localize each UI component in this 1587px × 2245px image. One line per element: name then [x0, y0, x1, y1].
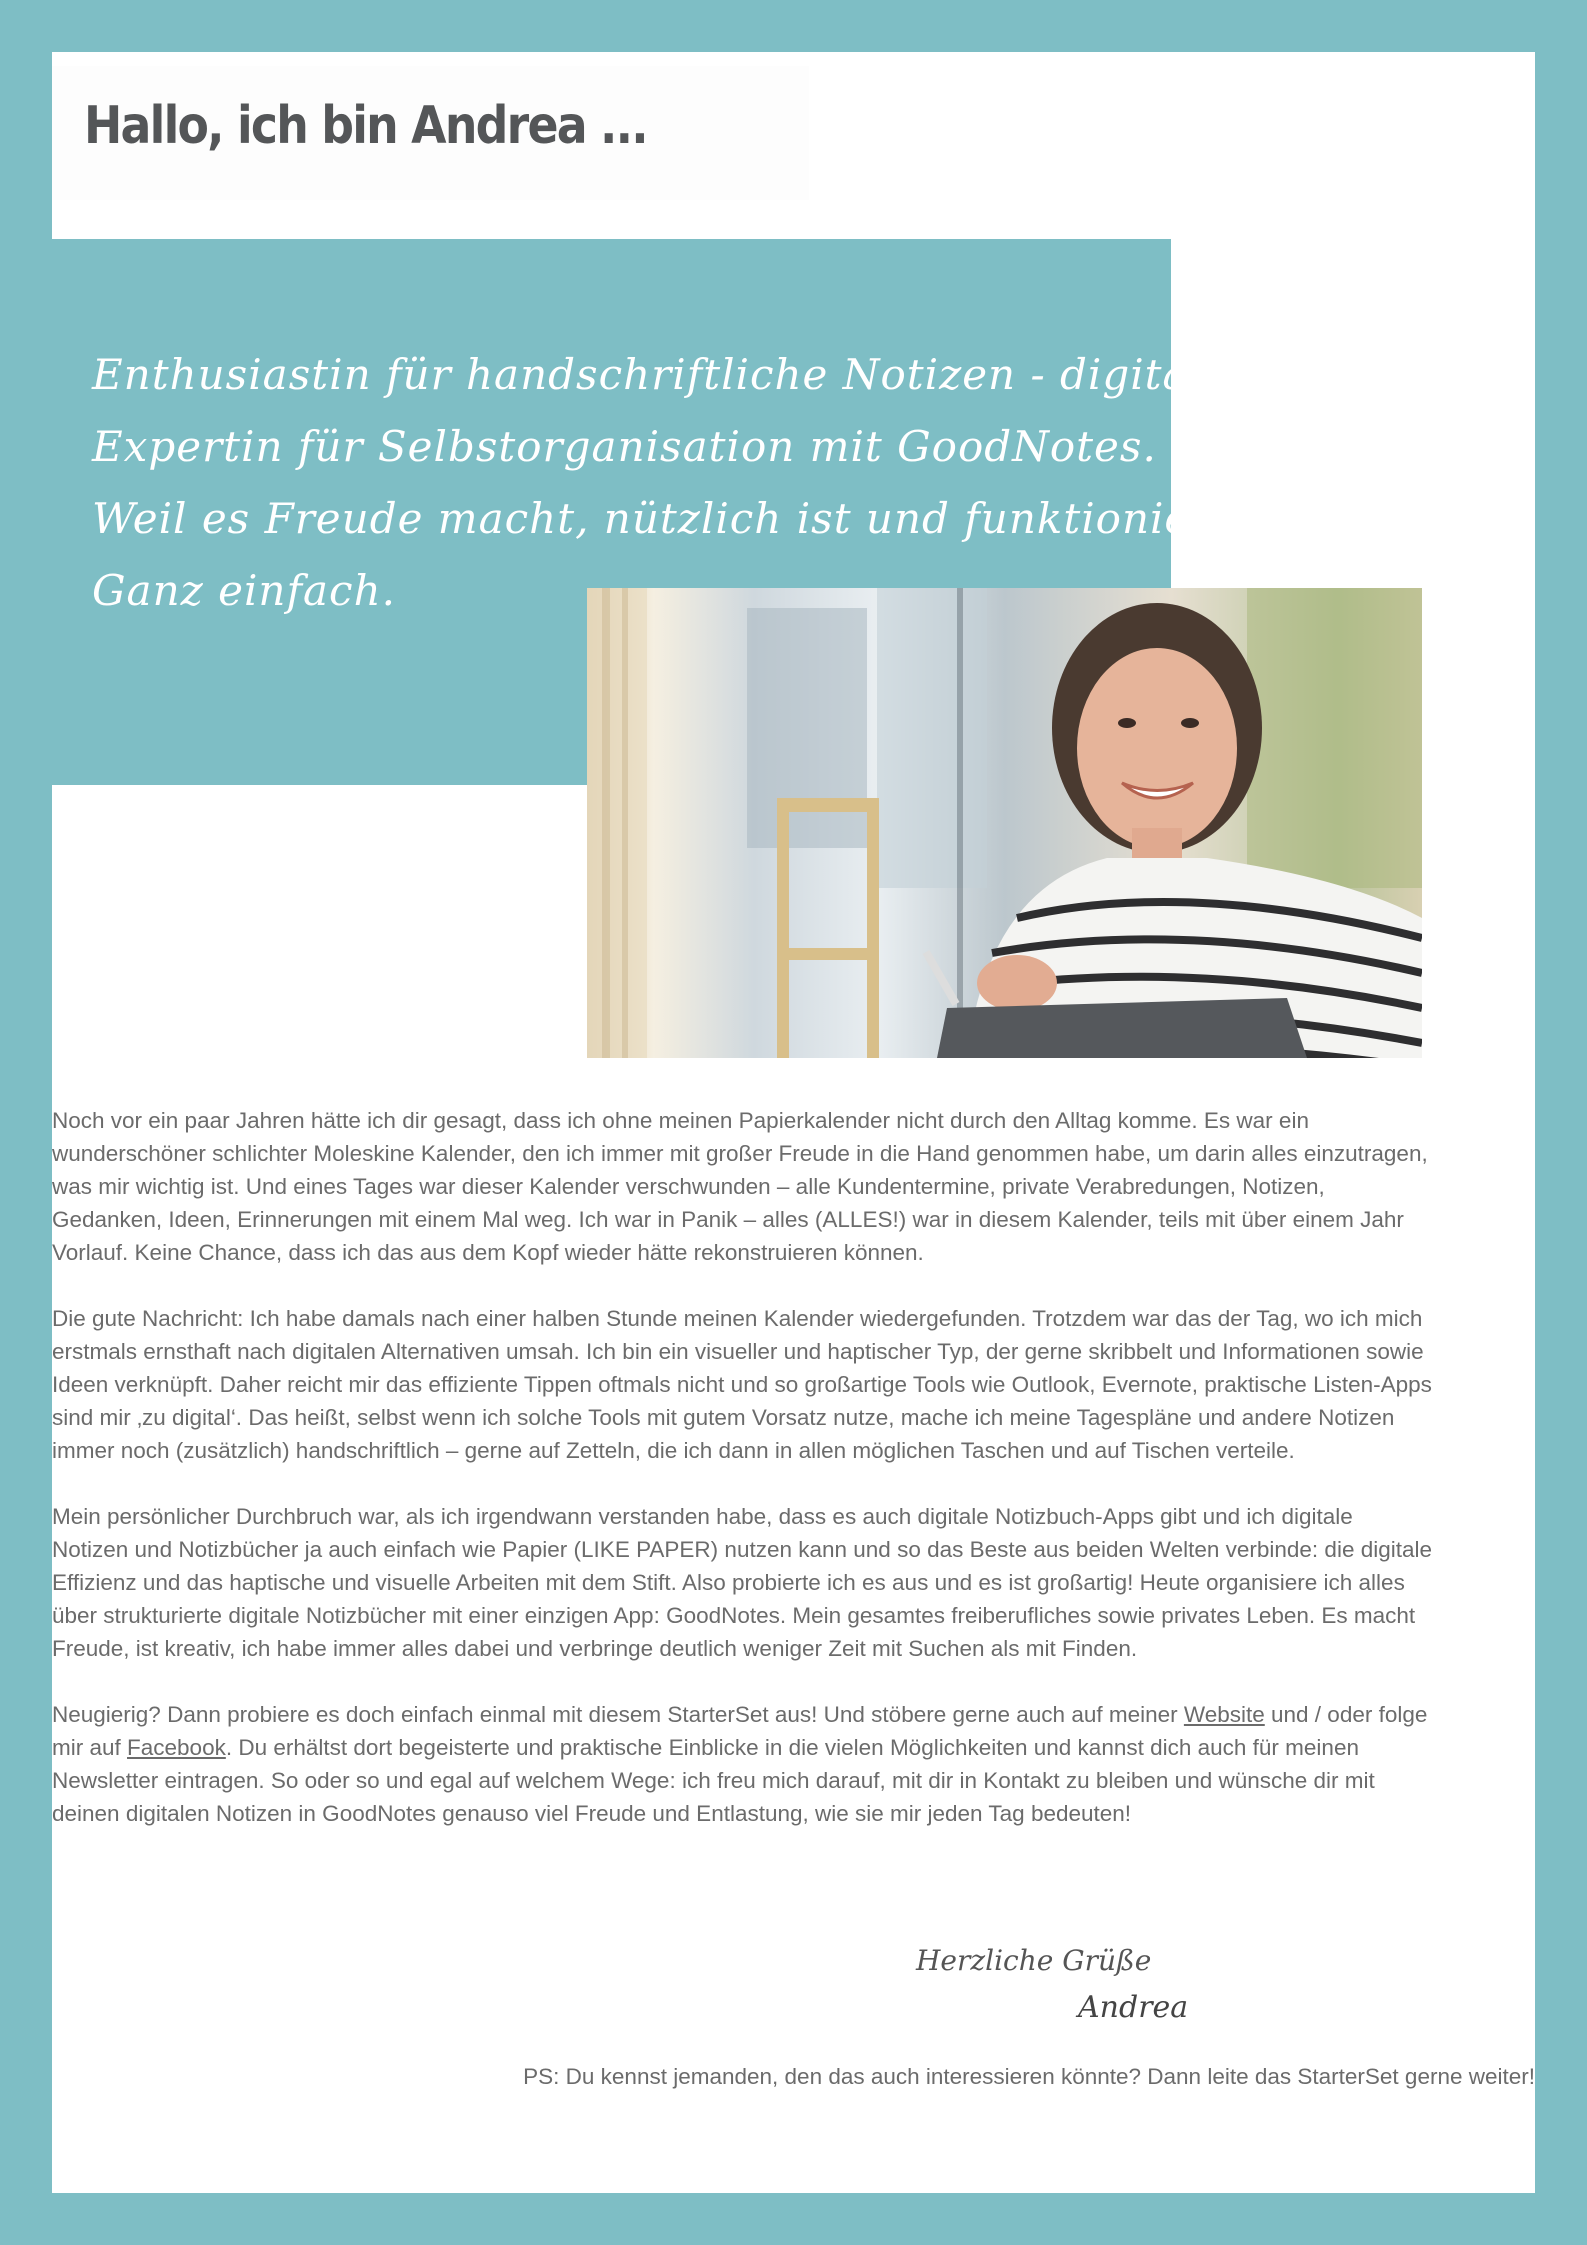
tagline-line-2: Expertin für Selbstorganisation mit GoodNotes. [92, 422, 1157, 471]
portrait-illustration [587, 588, 1422, 1058]
postscript: PS: Du kennst jemanden, den das auch interessieren könnte? Dann leite das StarterSet gerne weiter! [523, 2064, 1535, 2089]
page-title: Hallo, ich bin Andrea ... [84, 96, 647, 156]
closing-greeting: Herzliche Grüße [916, 1944, 1152, 1977]
website-link[interactable]: Website [1183, 1702, 1265, 1727]
body-text [52, 1104, 1432, 1863]
paragraph-2: Die gute Nachricht: Ich habe damals nach einer halben Stunde meinen Kalender wiedergefunden. Trotzdem war das der Tag, wo ich mich erstmals ernsthaft nach digitalen Alternativen umsah. Ich bin ein visueller und haptischer Typ, der gerne skribbelt und Informationen sowie Ideen verknüpft. Daher reicht mir das effiziente Tippen oftmals nicht und so großartige Tools wie Outlook, Evernote, praktische Listen-Apps sind mir ‚zu digital‘. Das heißt, selbst wenn ich solche Tools mit gutem Vorsatz nutze, mache ich meine Tagespläne und andere Notizen immer noch (zusätzlich) handschriftlich – gerne auf Zetteln, die ich dann in allen möglichen Taschen und auf Tischen verteile. [52, 1306, 1432, 1463]
paragraph-4 [52, 1698, 1432, 1830]
facebook-link[interactable]: Facebook [127, 1735, 226, 1760]
paragraph-4-end: . Du erhältst dort begeisterte und praktische Einblicke in die vielen Möglichkeiten und kannst dich auch für meinen Newsletter eintragen. So oder so und egal auf welchem Wege: ich freu mich darauf, mit dir in Kontakt zu bleiben und wünsche dir mit deinen digitalen Notizen in GoodNotes genauso viel Freude und Entlastung, wie sie mir jeden Tag bedeuten! [52, 1735, 1375, 1826]
portrait-photo [587, 588, 1422, 1058]
paragraph-4-start: Neugierig? Dann probiere es doch einfach einmal mit diesem StarterSet aus! Und stöbere gerne auch auf meiner [52, 1702, 1184, 1727]
tagline [92, 339, 1244, 627]
paragraph-4-mid: und / oder folge mir auf [52, 1702, 1428, 1760]
tagline-line-1: Enthusiastin für handschriftliche Notizen - digital! [92, 350, 1221, 399]
tagline-line-4: Ganz einfach. [92, 566, 396, 615]
paragraph-3: Mein persönlicher Durchbruch war, als ich irgendwann verstanden habe, dass es auch digitale Notizbuch-Apps gibt und ich digitale Notizen und Notizbücher ja auch einfach wie Papier (LIKE PAPER) nutzen kann und so das Beste aus beiden Welten verbinde: die digitale Effizienz und das haptische und visuelle Arbeiten mit dem Stift. Also probierte ich es aus und es ist großartig! Heute organisiere ich alles über strukturierte digitale Notizbücher mit einer einzigen App: GoodNotes. Mein gesamtes freiberufliches sowie privates Leben. Es macht Freude, ist kreativ, ich habe immer alles dabei und verbringe deutlich weniger Zeit mit Suchen als mit Finden. [52, 1504, 1433, 1661]
paragraph-1: Noch vor ein paar Jahren hätte ich dir gesagt, dass ich ohne meinen Papierkalender nicht durch den Alltag komme. Es war ein wunderschöner schlichter Moleskine Kalender, den ich immer mit großer Freude in die Hand genommen habe, um darin alles einzutragen, was mir wichtig ist. Und eines Tages war dieser Kalender verschwunden – alle Kundentermine, private Verabredungen, Notizen, Gedanken, Ideen, Erinnerungen mit einem Mal weg. Ich war in Panik – alles (ALLES!) war in diesem Kalender, teils mit über einem Jahr Vorlauf. Keine Chance, dass ich das aus dem Kopf wieder hätte rekonstruieren können. [52, 1108, 1428, 1265]
tagline-line-3: Weil es Freude macht, nützlich ist und funktioniert. [92, 494, 1244, 543]
title-box [52, 66, 809, 200]
signature: Andrea [1078, 1990, 1189, 2025]
